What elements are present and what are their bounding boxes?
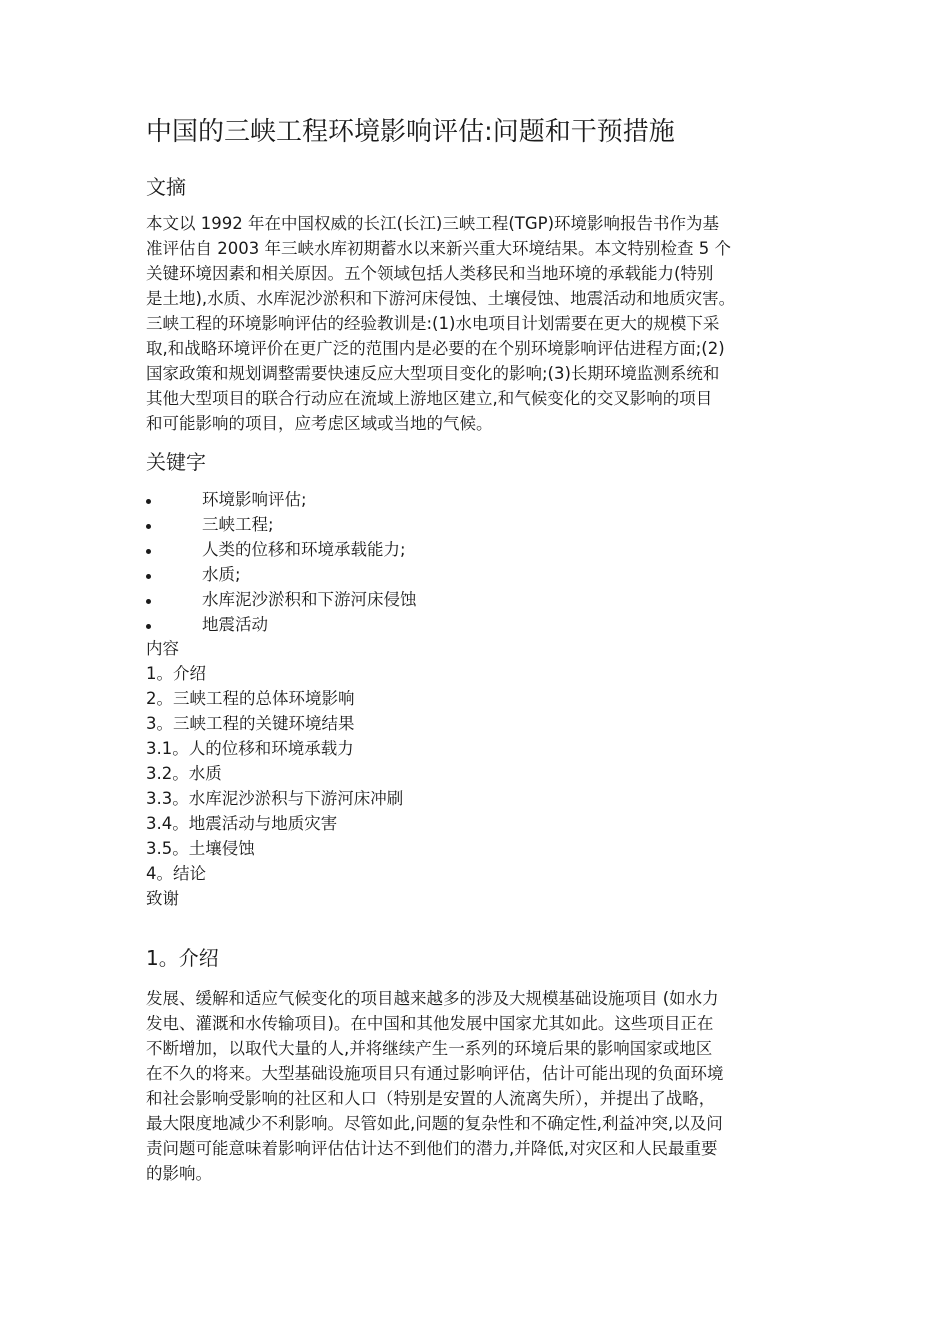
abstract-line: 是土地),水质、水库泥沙淤积和下游河床侵蚀、土壤侵蚀、地震活动和地质灾害。 [146, 289, 736, 308]
toc-item: 3。三峡工程的关键环境结果 [146, 714, 355, 733]
table-of-contents [146, 636, 403, 911]
toc-item: 3.2。水质 [146, 764, 222, 783]
intro-line: 最大限度地减少不利影响。尽管如此,问题的复杂性和不确定性,利益冲突,以及问 [146, 1114, 723, 1133]
abstract-line: 准评估自 2003 年三峡水库初期蓄水以来新兴重大环境结果。本文特别检查 5 个 [146, 239, 731, 258]
toc-item: 致谢 [146, 889, 179, 908]
abstract-heading: 文摘 [146, 175, 186, 199]
abstract-line: 关键环境因素和相关原因。五个领域包括人类移民和当地环境的承载能力(特别 [146, 264, 714, 283]
contents-heading: 内容 [146, 639, 179, 658]
abstract-line: 国家政策和规划调整需要快速反应大型项目变化的影响;(3)长期环境监测系统和 [146, 364, 720, 383]
introduction-heading: 1。介绍 [146, 946, 219, 970]
intro-line: 责问题可能意味着影响评估估计达不到他们的潜力,并降低,对灾区和人民最重要 [146, 1139, 718, 1158]
abstract-line: 三峡工程的环境影响评估的经验教训是:(1)水电项目计划需要在更大的规模下采 [146, 314, 720, 333]
keywords-heading: 关键字 [146, 450, 206, 474]
keyword-text: 人类的位移和环境承载能力; [202, 540, 406, 559]
intro-line: 在不久的将来。大型基础设施项目只有通过影响评估，估计可能出现的负面环境 [146, 1064, 724, 1083]
bullet-icon [146, 499, 151, 504]
keyword-text: 三峡工程; [202, 515, 274, 534]
keyword-text: 水质; [202, 565, 241, 584]
keyword-text: 水库泥沙淤积和下游河床侵蚀 [202, 590, 417, 609]
bullet-icon [146, 549, 151, 554]
intro-line: 不断增加，以取代大量的人,并将继续产生一系列的环境后果的影响国家或地区 [146, 1039, 713, 1058]
bullet-icon [146, 574, 151, 579]
page-title: 中国的三峡工程环境影响评估:问题和干预措施 [146, 117, 675, 147]
intro-line: 的影响。 [146, 1164, 212, 1183]
intro-line: 发电、灌溉和水传输项目)。在中国和其他发展中国家尤其如此。这些项目正在 [146, 1014, 714, 1033]
toc-item: 3.4。地震活动与地质灾害 [146, 814, 338, 833]
bullet-icon [146, 624, 151, 629]
toc-item: 1。介绍 [146, 664, 206, 683]
keyword-text: 地震活动 [202, 615, 268, 634]
keyword-text: 环境影响评估; [202, 490, 307, 509]
toc-item: 3.3。水库泥沙淤积与下游河床冲刷 [146, 789, 404, 808]
bullet-icon [146, 524, 151, 529]
abstract-line: 其他大型项目的联合行动应在流域上游地区建立,和气候变化的交叉影响的项目 [146, 389, 713, 408]
bullet-icon [146, 599, 151, 604]
toc-item: 2。三峡工程的总体环境影响 [146, 689, 355, 708]
introduction-paragraph [146, 986, 816, 1186]
toc-item: 3.5。土壤侵蚀 [146, 839, 255, 858]
intro-line: 发展、缓解和适应气候变化的项目越来越多的涉及大规模基础设施项目 (如水力 [146, 989, 719, 1008]
abstract-paragraph [146, 211, 816, 436]
abstract-line: 本文以 1992 年在中国权威的长江(长江)三峡工程(TGP)环境影响报告书作为基 [146, 214, 720, 233]
abstract-line: 和可能影响的项目，应考虑区域或当地的气候。 [146, 414, 493, 433]
abstract-line: 取,和战略环境评价在更广泛的范围内是必要的在个别环境影响评估进程方面;(2) [146, 339, 725, 358]
intro-line: 和社会影响受影响的社区和人口（特别是安置的人流离失所），并提出了战略， [146, 1089, 716, 1108]
toc-item: 3.1。人的位移和环境承载力 [146, 739, 354, 758]
toc-item: 4。结论 [146, 864, 206, 883]
